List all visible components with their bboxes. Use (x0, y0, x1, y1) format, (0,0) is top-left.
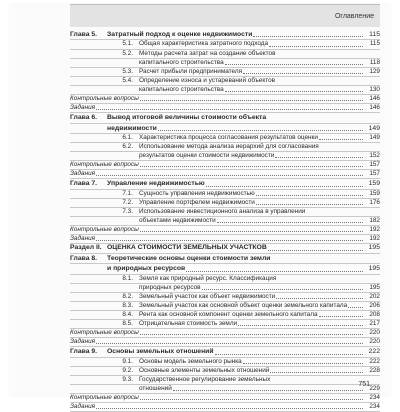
toc-entry-title-wrap (139, 385, 364, 393)
toc-entry-title: капитального строительства (139, 58, 224, 66)
toc-entry-title: Задания (70, 170, 96, 178)
toc-entry-title: Управление недвижимостью (107, 180, 205, 188)
toc-entry-title-wrap (139, 358, 364, 366)
toc-entry-page: 195 (368, 244, 380, 252)
toc-entry-title-wrap (139, 284, 364, 292)
toc-entry-title: Сущность управления недвижимостью (139, 189, 255, 197)
toc-entry-title-wrap (139, 376, 364, 384)
toc-entry (70, 385, 380, 394)
toc-entry (70, 179, 380, 189)
toc-entry-page: 222 (369, 357, 380, 365)
toc-entry-page: 208 (369, 311, 380, 318)
toc-entry-title-wrap (70, 235, 364, 243)
toc-entry-number: 8.4. (122, 311, 133, 318)
toc-entry-title: отношений (139, 385, 172, 393)
toc-entry-number: 8.3. (122, 301, 133, 309)
toc-entry (70, 376, 380, 385)
toc-entry-title-wrap (107, 180, 364, 188)
toc-entry-number: 5.1. (122, 40, 133, 48)
toc-entry-title-wrap (70, 329, 364, 337)
toc-entry-title-wrap (70, 104, 364, 112)
dot-leader (140, 161, 363, 167)
toc-entry-title: Вывод итоговой величины стоимости объекта (107, 114, 267, 122)
toc-entry (70, 329, 380, 338)
toc-entry-page: 146 (369, 104, 380, 112)
toc-entry (70, 293, 380, 302)
toc-entry-title-wrap (139, 50, 364, 58)
toc-entry (70, 347, 380, 357)
toc-entry-number: 5.2. (122, 49, 133, 57)
toc-entry (70, 244, 380, 253)
toc-entry (70, 358, 380, 367)
toc-entry-title: Основы земельных отношений (107, 348, 214, 356)
toc-entry-page: 129 (369, 67, 380, 75)
toc-entry-page: 202 (369, 292, 380, 300)
toc-entry-title: Контрольные вопросы (70, 394, 139, 402)
dot-leader (96, 338, 363, 344)
toc-entry (70, 86, 380, 95)
toc-entry-title: Использование инвестиционного анализа в управлении (139, 208, 306, 216)
toc-entry-title-wrap (107, 114, 364, 122)
dot-leader (202, 284, 363, 290)
toc-entry-label: Глава 9. (70, 348, 98, 356)
toc-entry (70, 59, 380, 68)
toc-entry (70, 403, 380, 412)
toc-entry-number: 8.2. (122, 292, 133, 300)
toc-entry-number: 8.5. (122, 320, 133, 328)
toc-entry (70, 302, 380, 311)
toc-entry (70, 95, 380, 104)
toc-entry-title-wrap (139, 68, 364, 76)
toc-entry-number: 9.3. (122, 375, 133, 383)
toc-entry-number: 6.1. (122, 133, 133, 141)
toc-entry-title-wrap (139, 190, 364, 198)
toc-entry-page: 115 (369, 40, 380, 48)
toc-entry-title-wrap (139, 275, 364, 283)
toc-entry-page: 222 (368, 348, 380, 356)
toc-entry (70, 320, 380, 329)
header-title: Оглавление (334, 13, 374, 20)
toc-entry-title: Контрольные вопросы (70, 226, 139, 234)
toc-entry-title: Методы расчета затрат на создание объектов (139, 49, 276, 57)
toc-entry-title-wrap (139, 134, 364, 142)
toc-entry (70, 208, 380, 217)
toc-entry-title: Земля как природный ресурс. Классификация (139, 274, 277, 282)
dot-leader (140, 394, 363, 400)
toc-entry-page: 159 (368, 180, 380, 188)
toc-entry-page: 195 (368, 265, 380, 273)
toc-entry (70, 367, 380, 376)
toc-entry (70, 235, 380, 244)
toc-entry-title-wrap (107, 255, 364, 263)
dot-leader (238, 320, 363, 326)
toc-entry-page: 157 (369, 170, 380, 178)
dot-leader (225, 86, 363, 92)
toc-entry-title: Государственное регулирование земельных (139, 375, 271, 383)
dot-leader (217, 217, 363, 223)
toc-entry-label: Глава 7. (70, 180, 98, 188)
toc-entry-title-wrap (139, 86, 364, 94)
toc-entry (70, 50, 380, 59)
dot-leader (270, 367, 363, 373)
toc-entry (70, 143, 380, 152)
toc-entry-title-wrap (139, 320, 364, 328)
toc-entry (70, 254, 380, 264)
toc-entry-title: Определение износа и устареваний объектов (139, 76, 276, 84)
toc-entry-title: Управление портфелем недвижимости (139, 198, 255, 206)
toc-entry-title: Расчет прибыли предпринимателя (139, 67, 243, 75)
toc-entry-title-wrap (139, 152, 364, 160)
toc-entry (70, 77, 380, 86)
toc-entry-title-wrap (70, 226, 364, 234)
toc-entry-title-wrap (139, 367, 364, 375)
dot-leader (158, 125, 363, 131)
dot-leader (96, 403, 363, 409)
dot-leader (206, 180, 363, 186)
toc-entry (70, 134, 380, 143)
toc-entry-title-wrap (107, 348, 364, 356)
toc-entry (70, 217, 380, 226)
toc-entry-title-wrap (139, 143, 364, 151)
toc-entry-title-wrap (139, 59, 364, 67)
toc-entry-title: Общая характеристика затратного подхода (139, 40, 269, 48)
toc-entry-title: природных ресурсов (139, 283, 201, 291)
dot-leader (276, 293, 363, 299)
toc-entry-title: Контрольные вопросы (70, 329, 139, 337)
toc-entry-page: 149 (369, 133, 380, 141)
toc-entry (70, 199, 380, 208)
toc-entry-title-wrap (70, 394, 364, 402)
toc-entry-page: 146 (369, 94, 380, 102)
toc-entry-title: Земельный участок как основной объект оценки земельного капитала (139, 301, 348, 309)
dot-leader (269, 40, 363, 46)
toc-entry-title: Земельный участок как объект недвижимости (139, 292, 276, 300)
dot-leader (215, 348, 363, 354)
toc-entry (70, 284, 380, 293)
toc-entry-title-wrap (70, 403, 364, 411)
toc-entry-number: 9.2. (122, 366, 133, 374)
toc-entry-title: объектами недвижимости (139, 217, 216, 225)
toc-entry-title: Затратный подход к оценке недвижимости (107, 31, 253, 38)
toc-entry (70, 190, 380, 199)
toc-entry-title: ОЦЕНКА СТОИМОСТИ ЗЕМЕЛЬНЫХ УЧАСТКОВ (107, 244, 267, 252)
toc-entry-page: 192 (369, 226, 380, 234)
toc-entry-title-wrap (139, 199, 364, 207)
toc-entry-title-wrap (139, 293, 364, 301)
toc-entry-title: Задания (70, 104, 96, 112)
dot-leader (256, 199, 363, 205)
toc-entry-page: 118 (369, 58, 380, 66)
toc-entry-page: 234 (369, 394, 380, 402)
toc-entry-page: 220 (369, 329, 380, 337)
toc-entry-title: результатов оценки стоимости недвижимости (139, 152, 275, 160)
toc-entry-number: 7.2. (122, 198, 133, 206)
toc-entry-title: недвижимости (107, 124, 157, 132)
toc-entry-title-wrap (139, 217, 364, 225)
dot-leader (140, 95, 363, 101)
dot-leader (253, 31, 363, 37)
toc-entry (70, 170, 380, 179)
toc-entry (70, 68, 380, 77)
toc-entry (70, 394, 380, 403)
toc-entry-title: Использование метода анализа иерархий для согласования (139, 143, 319, 151)
toc-entry-page: 192 (369, 235, 380, 243)
toc-entry-page: 195 (369, 283, 380, 291)
toc-entry-label: Глава 6. (70, 114, 98, 122)
toc-entry-title-wrap (139, 208, 364, 216)
toc-entry-page: 149 (368, 124, 380, 132)
toc-entry-title: Отрицательная стоимость земли (139, 320, 238, 328)
toc-entry-title: Задания (70, 235, 96, 243)
dot-leader (96, 170, 363, 176)
toc-entry-page: 228 (369, 366, 380, 374)
dot-leader (275, 152, 363, 158)
toc-entry-title-wrap (107, 31, 364, 39)
toc-entry-title-wrap (107, 125, 364, 133)
toc-entry-number: 9.1. (122, 357, 133, 365)
toc-entry (70, 226, 380, 235)
dot-leader (140, 329, 363, 335)
dot-leader (348, 302, 363, 308)
toc-entry-page: 217 (369, 320, 380, 328)
toc-entry-label: Глава 8. (70, 254, 98, 262)
toc-entry-title: капитального строительства (139, 85, 224, 93)
toc-entry-number: 8.1. (122, 274, 133, 282)
dot-leader (140, 226, 363, 232)
dot-leader (243, 68, 363, 74)
toc-entry (70, 30, 380, 40)
toc-entry-title-wrap (107, 244, 364, 252)
toc-entry (70, 104, 380, 113)
dot-leader (225, 59, 363, 65)
toc-entry-title: Основы модель земельного рынка (139, 357, 242, 365)
toc-entry-page: 159 (369, 189, 380, 197)
dot-leader (319, 311, 363, 317)
running-header (70, 4, 380, 27)
toc-entry (70, 113, 380, 123)
dot-leader (186, 265, 363, 271)
toc-entry (70, 311, 380, 320)
dot-leader (256, 190, 363, 196)
toc-entry-page: 157 (369, 161, 380, 169)
toc-entry (70, 338, 380, 347)
toc-entry-page: 130 (369, 85, 380, 93)
dot-leader (268, 244, 363, 250)
toc-entry-title: Контрольные вопросы (70, 94, 139, 102)
toc-entry (70, 264, 380, 274)
toc-entry (70, 161, 380, 170)
toc-entry-title-wrap (70, 338, 364, 346)
dot-leader (243, 358, 363, 364)
toc-entry-number: 6.2. (122, 143, 133, 151)
toc-entry-title: Рента как основной компонент оценки земельного капитала (139, 311, 318, 318)
toc-entry-page: 220 (369, 338, 380, 346)
dot-leader (96, 104, 363, 110)
toc-entry-title: Контрольные вопросы (70, 161, 139, 169)
toc-entry-title: Характеристика процесса согласования результатов оценки (139, 133, 318, 141)
toc-entry (70, 152, 380, 161)
book-page (10, 4, 390, 411)
toc-entry-label: Глава 5. (70, 31, 98, 38)
toc-entry-title: Основные элементы земельных отношений (139, 366, 270, 374)
toc-entry-title-wrap (139, 302, 364, 310)
toc-entry-page: 176 (369, 198, 380, 206)
toc-entry-label: Раздел II. (70, 244, 102, 252)
toc-entry-page: 229 (369, 385, 380, 393)
toc-entry-title: Задания (70, 338, 96, 346)
toc-entry-number: 7.3. (122, 208, 133, 216)
toc-entry-page: 152 (369, 152, 380, 160)
toc-entry-title-wrap (107, 265, 364, 273)
toc-entry (70, 275, 380, 284)
dot-leader (173, 385, 363, 391)
toc-entry-number: 7.1. (122, 189, 133, 197)
toc-entry-title-wrap (70, 161, 364, 169)
toc-entry (70, 40, 380, 49)
table-of-contents (70, 30, 380, 412)
toc-entry-title: Теоретические основы оценки стоимости земли (107, 254, 271, 262)
toc-entry-page: 115 (369, 31, 380, 38)
toc-entry-title-wrap (139, 40, 364, 48)
toc-entry-number: 5.4. (122, 76, 133, 84)
page-number: 751 (358, 381, 370, 388)
toc-entry-page: 234 (369, 403, 380, 411)
dot-leader (96, 235, 363, 241)
toc-entry-title: и природных ресурсов (107, 265, 186, 273)
dot-leader (319, 134, 363, 140)
toc-entry-number: 5.3. (122, 67, 133, 75)
toc-entry-title-wrap (70, 95, 364, 103)
toc-entry-title-wrap (139, 311, 364, 319)
toc-entry-title-wrap (139, 77, 364, 85)
toc-entry-page: 182 (369, 217, 380, 225)
toc-entry-title-wrap (70, 170, 364, 178)
toc-entry-title: Задания (70, 403, 96, 411)
toc-entry (70, 124, 380, 134)
toc-entry-page: 206 (369, 301, 380, 309)
